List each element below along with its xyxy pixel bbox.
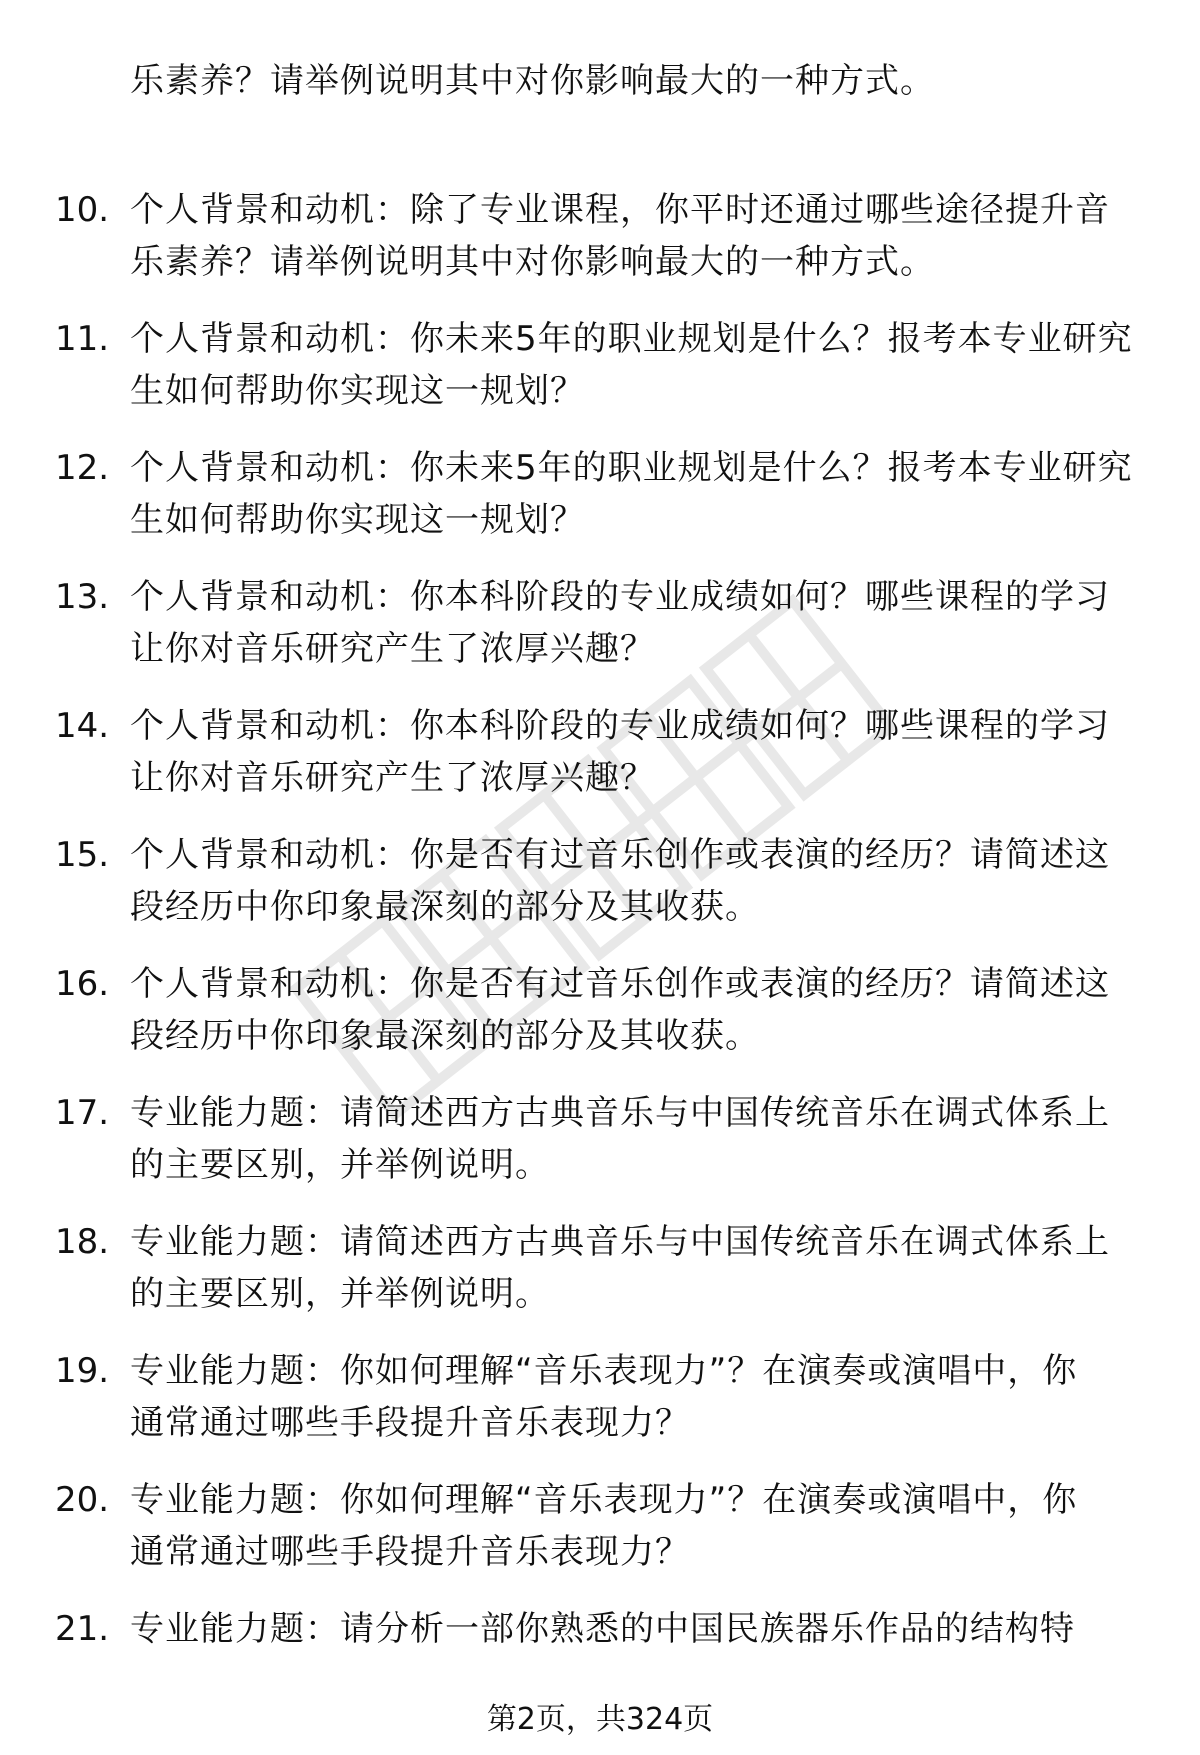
item-line: 生如何帮助你实现这一规划？ xyxy=(130,500,585,540)
item-text xyxy=(130,1216,1170,1320)
item-line: 个人背景和动机：除了专业课程，你平时还通过哪些途径提升音 xyxy=(130,190,1110,230)
list-item xyxy=(0,184,1200,288)
item-text xyxy=(130,442,1170,546)
item-line: 通常通过哪些手段提升音乐表现力？ xyxy=(130,1403,690,1443)
item-line: 个人背景和动机：你本科阶段的专业成绩如何？哪些课程的学习 xyxy=(130,577,1110,617)
item-number: 19. xyxy=(55,1351,110,1391)
item-number: 18. xyxy=(55,1222,110,1262)
item-text xyxy=(130,1345,1170,1449)
list-item xyxy=(0,829,1200,933)
item-line: 生如何帮助你实现这一规划？ xyxy=(130,371,585,411)
item-text xyxy=(130,829,1170,933)
item-line: 个人背景和动机：你未来5年的职业规划是什么？报考本专业研究 xyxy=(130,448,1133,488)
list-item xyxy=(0,313,1200,417)
page-number-label: 第2页，共324页 xyxy=(486,1702,714,1737)
item-text xyxy=(130,313,1170,417)
item-text xyxy=(130,958,1170,1062)
item-text xyxy=(130,700,1170,804)
item-line: 专业能力题：你如何理解“音乐表现力”？在演奏或演唱中，你 xyxy=(130,1480,1078,1520)
item-line: 个人背景和动机：你是否有过音乐创作或表演的经历？请简述这 xyxy=(130,964,1110,1004)
item-number: 21. xyxy=(55,1609,110,1649)
item-line: 段经历中你印象最深刻的部分及其收获。 xyxy=(130,1016,760,1056)
item-line: 专业能力题：请分析一部你熟悉的中国民族器乐作品的结构特 xyxy=(130,1609,1075,1649)
item-number: 20. xyxy=(55,1480,110,1520)
item-text xyxy=(130,1474,1170,1578)
page-footer xyxy=(0,1700,1200,1740)
list-item xyxy=(0,958,1200,1062)
item-line: 个人背景和动机：你本科阶段的专业成绩如何？哪些课程的学习 xyxy=(130,706,1110,746)
list-item xyxy=(0,571,1200,675)
item-number: 13. xyxy=(55,577,110,617)
item-number: 15. xyxy=(55,835,110,875)
item-line: 让你对音乐研究产生了浓厚兴趣？ xyxy=(130,629,655,669)
item-number: 12. xyxy=(55,448,110,488)
item-line: 段经历中你印象最深刻的部分及其收获。 xyxy=(130,887,760,927)
item-number: 10. xyxy=(55,190,110,230)
continuation-line: 乐素养？请举例说明其中对你影响最大的一种方式。 xyxy=(130,61,935,101)
item-number: 14. xyxy=(55,706,110,746)
question-list xyxy=(0,55,1200,1732)
item-text xyxy=(130,571,1170,675)
item-line: 的主要区别，并举例说明。 xyxy=(130,1145,550,1185)
item-text xyxy=(130,184,1170,288)
list-item xyxy=(0,700,1200,804)
item-line: 专业能力题：你如何理解“音乐表现力”？在演奏或演唱中，你 xyxy=(130,1351,1078,1391)
item-line: 专业能力题：请简述西方古典音乐与中国传统音乐在调式体系上 xyxy=(130,1093,1110,1133)
item-line: 乐素养？请举例说明其中对你影响最大的一种方式。 xyxy=(130,242,935,282)
item-number: 16. xyxy=(55,964,110,1004)
list-item xyxy=(0,1345,1200,1449)
item-line: 个人背景和动机：你是否有过音乐创作或表演的经历？请简述这 xyxy=(130,835,1110,875)
list-item xyxy=(0,1603,1200,1707)
list-item xyxy=(0,1474,1200,1578)
list-item xyxy=(0,1087,1200,1191)
item-line: 让你对音乐研究产生了浓厚兴趣？ xyxy=(130,758,655,798)
item-line: 通常通过哪些手段提升音乐表现力？ xyxy=(130,1532,690,1572)
item-number: 17. xyxy=(55,1093,110,1133)
list-item xyxy=(0,442,1200,546)
list-item xyxy=(0,1216,1200,1320)
item-number: 11. xyxy=(55,319,110,359)
item-line: 的主要区别，并举例说明。 xyxy=(130,1274,550,1314)
item-line: 专业能力题：请简述西方古典音乐与中国传统音乐在调式体系上 xyxy=(130,1222,1110,1262)
item-text xyxy=(130,1603,1170,1655)
item-line: 个人背景和动机：你未来5年的职业规划是什么？报考本专业研究 xyxy=(130,319,1133,359)
item-text xyxy=(130,1087,1170,1191)
